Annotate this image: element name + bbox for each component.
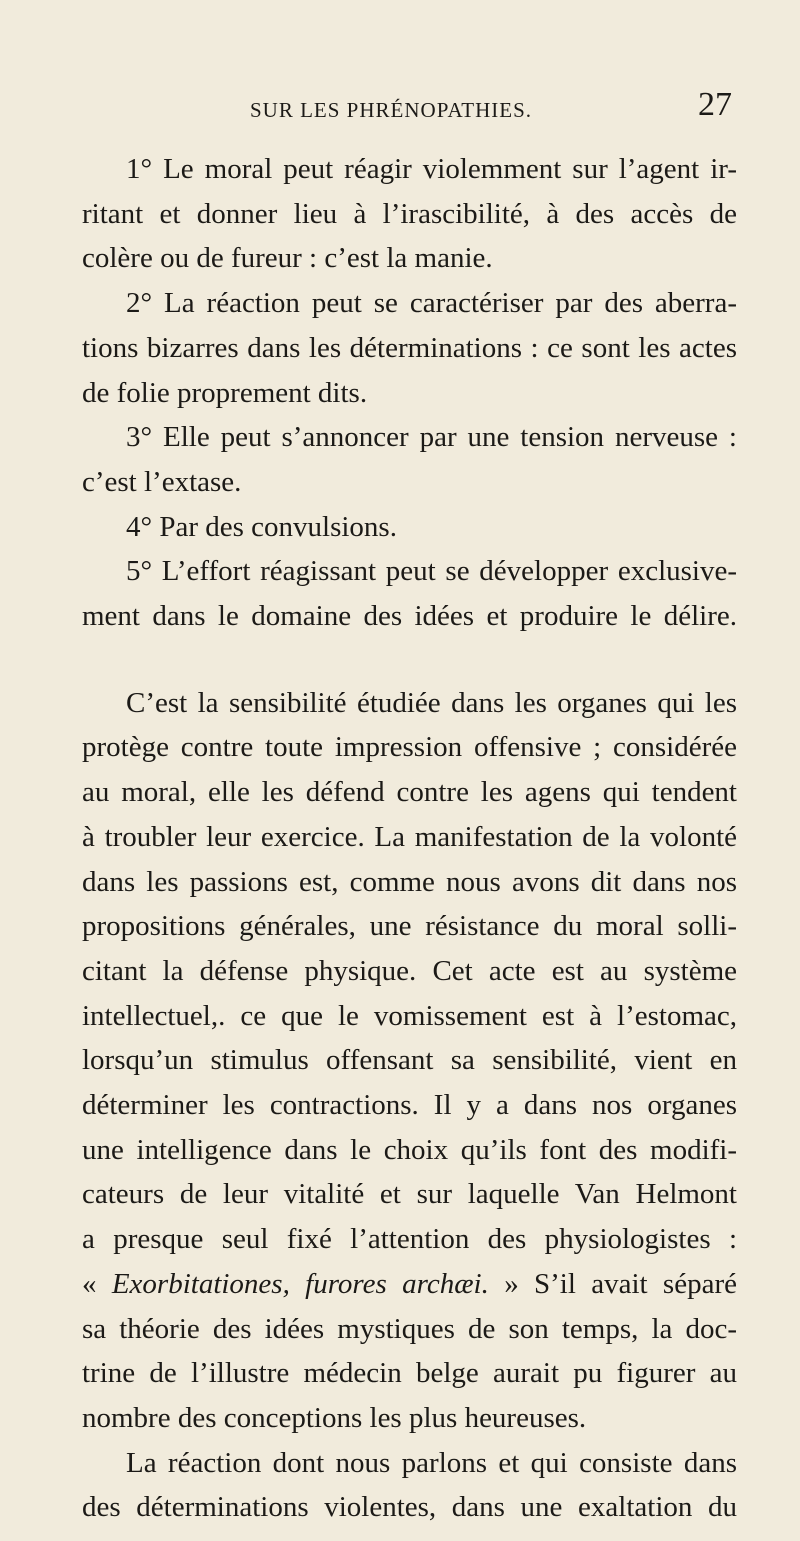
text-line: 2° La réaction peut se caractériser par des aberra- (126, 287, 737, 320)
text-line: c’est l’extase. (82, 465, 242, 498)
text-line: tions bizarres dans les déterminations : ce sont les actes (82, 331, 737, 364)
text-line: La réaction dont nous parlons et qui consiste dans (126, 1446, 737, 1479)
text-line: colère ou de fureur : c’est la manie. (82, 242, 493, 275)
running-head: SUR LES PHRÉNOPATHIES. (250, 98, 533, 122)
text-line: 1° Le moral peut réagir violemment sur l’agent ir- (126, 153, 737, 185)
text-line: de folie proprement dits. (82, 376, 368, 409)
text-line: des déterminations violentes, dans une exaltation du (82, 1491, 737, 1524)
text-line: au moral, elle les défend contre les agens qui tendent (82, 776, 737, 809)
text-line: 5° L’effort réagissant peut se développer exclusive- (126, 555, 737, 588)
latin-quotation: Exorbitationes, furores archæi. (111, 1267, 489, 1300)
quote-close-text: » S’il avait séparé (488, 1267, 737, 1300)
text-line: 4° Par des convulsions. (126, 510, 397, 543)
text-line: trine de l’illustre médecin belge aurait pu figurer au (82, 1357, 737, 1390)
text-line: lorsqu’un stimulus offensant sa sensibilité, vient en (82, 1044, 737, 1077)
text-line: à troubler leur exercice. La manifestation de la volonté (82, 820, 737, 853)
text-line: ment dans le domaine des idées et produire le délire. (82, 600, 737, 633)
text-line: propositions générales, une résistance du moral solli- (82, 910, 737, 943)
text-line: 3° Elle peut s’annoncer par une tension nerveuse : (126, 421, 737, 454)
text-line: protège contre toute impression offensive ; considérée (82, 731, 737, 764)
page-number: 27 (698, 86, 732, 123)
text-line: citant la défense physique. Cet acte est au système (82, 954, 737, 987)
text-line: nombre des conceptions les plus heureuses. (82, 1401, 587, 1434)
text-line: sa théorie des idées mystiques de son temps, la doc- (82, 1312, 737, 1345)
quote-open: « (82, 1267, 112, 1300)
text-line: déterminer les contractions. Il y a dans nos organes (82, 1089, 737, 1122)
text-line: a presque seul fixé l’attention des physiologistes : (82, 1223, 737, 1256)
text-line: dans les passions est, comme nous avons dit dans nos (82, 865, 737, 898)
paragraph-gap (82, 639, 737, 681)
text-line: ritant et donner lieu à l’irascibilité, à des accès de (82, 197, 737, 230)
text-line-with-quote (82, 1262, 737, 1307)
text-line: C’est la sensibilité étudiée dans les organes qui les (126, 686, 737, 719)
text-line: cateurs de leur vitalité et sur laquelle Van Helmont (82, 1178, 737, 1211)
text-line: intellectuel,. ce que le vomissement est à l’estomac, (82, 999, 737, 1032)
text-line: une intelligence dans le choix qu’ils font des modifi- (82, 1133, 737, 1166)
body-text (82, 147, 737, 1530)
